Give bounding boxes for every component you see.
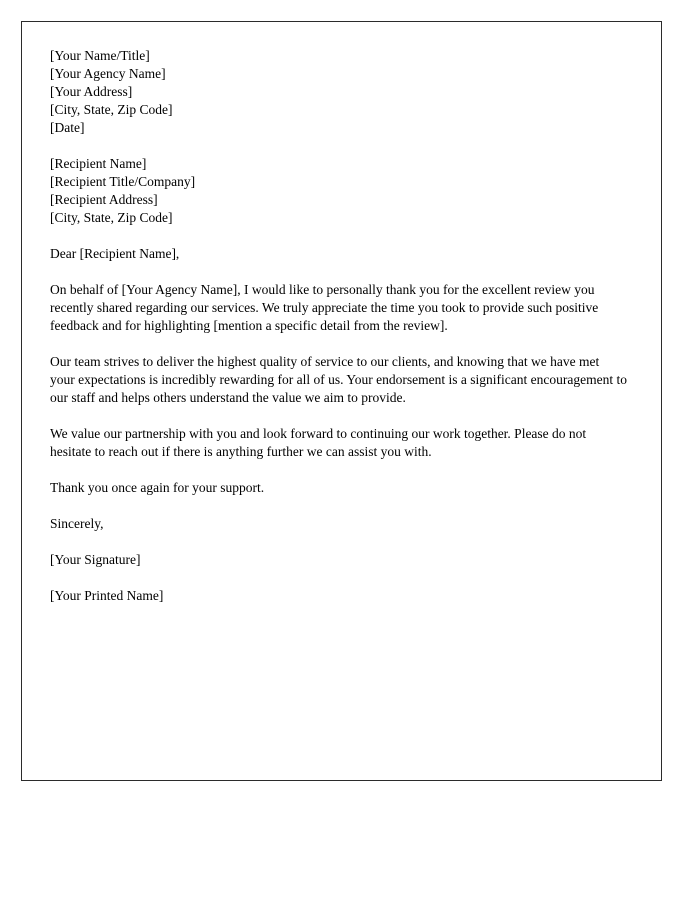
- body-paragraph: Thank you once again for your support.: [50, 480, 265, 495]
- printed-name-placeholder: [Your Printed Name]: [50, 588, 164, 603]
- sender-address-block: [50, 47, 627, 137]
- recipient-line: [Recipient Address]: [50, 192, 158, 207]
- body-paragraph: We value our partnership with you and look forward to continuing our work together. Please do not hesitate to reach out if there is anything further we can assist you with.: [50, 426, 587, 459]
- sender-line: [Date]: [50, 120, 85, 135]
- letter-document: [21, 21, 662, 781]
- recipient-line: [Recipient Title/Company]: [50, 174, 196, 189]
- salutation: Dear [Recipient Name],: [50, 246, 180, 261]
- recipient-address-block: [50, 155, 627, 227]
- sender-line: [Your Name/Title]: [50, 48, 150, 63]
- closing: Sincerely,: [50, 516, 104, 531]
- signature-placeholder: [Your Signature]: [50, 552, 141, 567]
- body-paragraph: Our team strives to deliver the highest quality of service to our clients, and knowing that we have met your expectations is incredibly rewarding for all of us. Your endorsement is a significant encouragement to our staff and helps others understand the value we aim to provide.: [50, 354, 627, 405]
- sender-line: [City, State, Zip Code]: [50, 102, 173, 117]
- body-paragraph: On behalf of [Your Agency Name], I would like to personally thank you for the excellent review you recently shared regarding our services. We truly appreciate the time you took to provide such positive feedback and for highlighting [mention a specific detail from the review].: [50, 282, 599, 333]
- sender-line: [Your Address]: [50, 84, 133, 99]
- sender-line: [Your Agency Name]: [50, 66, 166, 81]
- recipient-line: [City, State, Zip Code]: [50, 210, 173, 225]
- letter-content: [50, 47, 627, 605]
- letter-body: [50, 281, 627, 497]
- recipient-line: [Recipient Name]: [50, 156, 147, 171]
